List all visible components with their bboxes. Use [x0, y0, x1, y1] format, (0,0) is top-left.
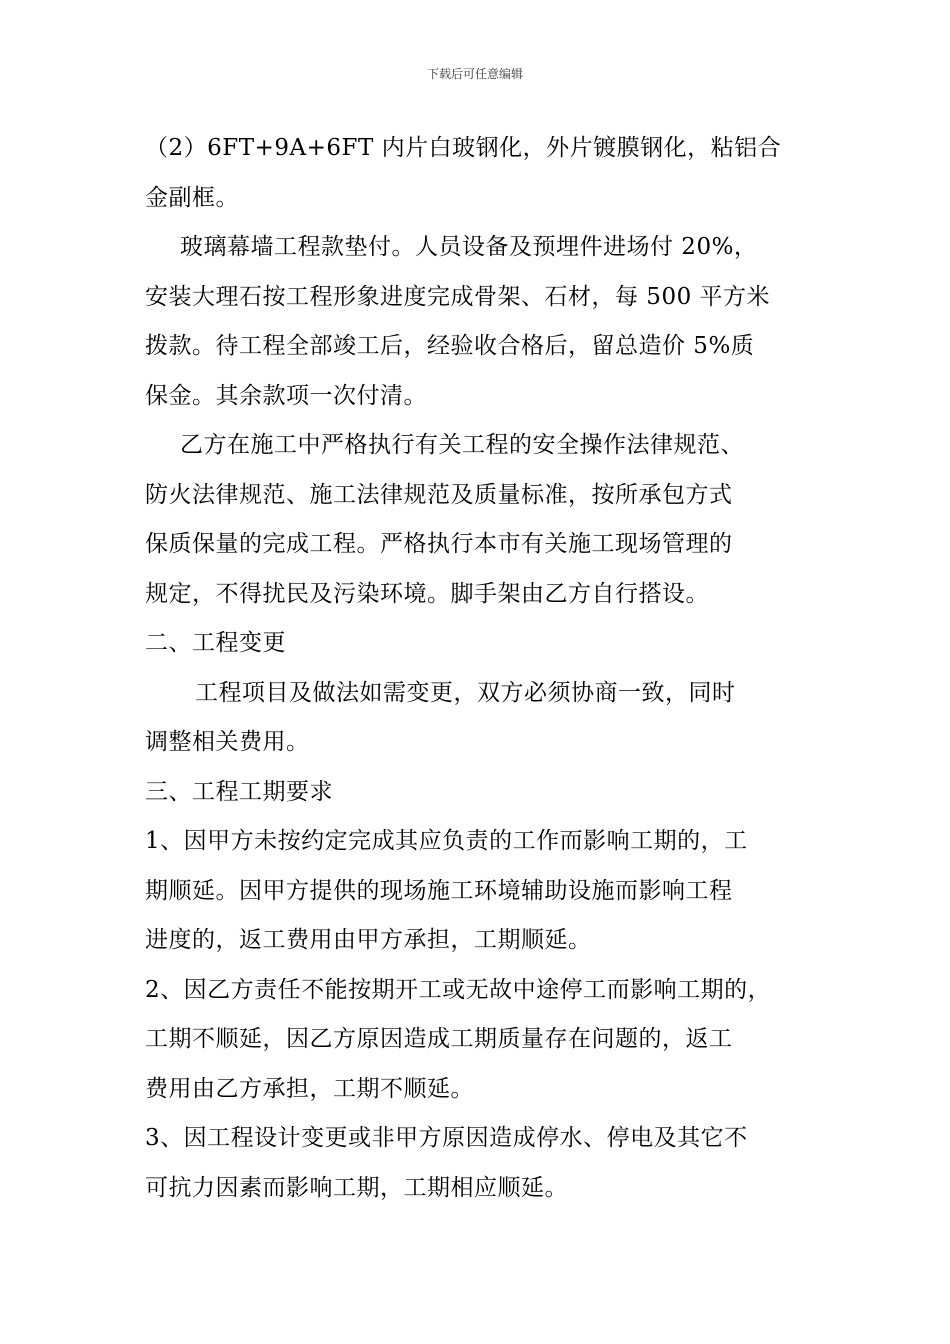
paragraph-line: 工程项目及做法如需变更，双方必须协商一致，同时 [195, 679, 736, 706]
paragraph-line: 防火法律规范、施工法律规范及质量标准，按所承包方式 [145, 481, 733, 508]
paragraph-line: 期顺延。因甲方提供的现场施工环境辅助设施而影响工程 [145, 877, 733, 904]
section-heading: 三、工程工期要求 [145, 778, 333, 805]
paragraph-line: （2）6FT+9A+6FT 内片白玻钢化，外片镀膜钢化，粘铝合 [145, 135, 782, 161]
paragraph-line: 1、因甲方未按约定完成其应负责的工作而影响工期的，工 [145, 828, 748, 854]
paragraph-line: 可抗力因素而影响工期，工期相应顺延。 [145, 1174, 568, 1201]
paragraph-line: 保金。其余款项一次付清。 [145, 382, 427, 409]
paragraph-line: 3、因工程设计变更或非甲方原因造成停水、停电及其它不 [145, 1125, 748, 1151]
paragraph-line: 2、因乙方责任不能按期开工或无故中途停工而影响工期的， [145, 976, 772, 1003]
paragraph-line: 工期不顺延，因乙方原因造成工期质量存在问题的，返工 [145, 1026, 733, 1052]
paragraph-line: 乙方在施工中严格执行有关工程的安全操作法律规范、 [180, 432, 744, 458]
section-heading: 二、工程变更 [145, 630, 286, 656]
document-body [145, 124, 815, 1213]
paragraph-line: 金副框。 [145, 184, 239, 211]
paragraph-line: 保质保量的完成工程。严格执行本市有关施工现场管理的 [145, 531, 733, 557]
paragraph-line: 拨款。待工程全部竣工后，经验收合格后，留总造价 5%质 [145, 333, 755, 359]
paragraph-line: 费用由乙方承担，工期不顺延。 [145, 1075, 474, 1102]
paragraph-line: 玻璃幕墙工程款垫付。人员设备及预埋件进场付 20%， [180, 234, 758, 260]
paragraph-line: 安装大理石按工程形象进度完成骨架、石材，每 500 平方米 [145, 283, 771, 310]
paragraph-line: 进度的，返工费用由甲方承担，工期顺延。 [145, 927, 592, 953]
paragraph-line: 调整相关费用。 [145, 729, 310, 755]
paragraph-line: 规定，不得扰民及污染环境。脚手架由乙方自行搭设。 [145, 580, 709, 607]
page-header: 下载后可任意编辑 [426, 67, 523, 81]
